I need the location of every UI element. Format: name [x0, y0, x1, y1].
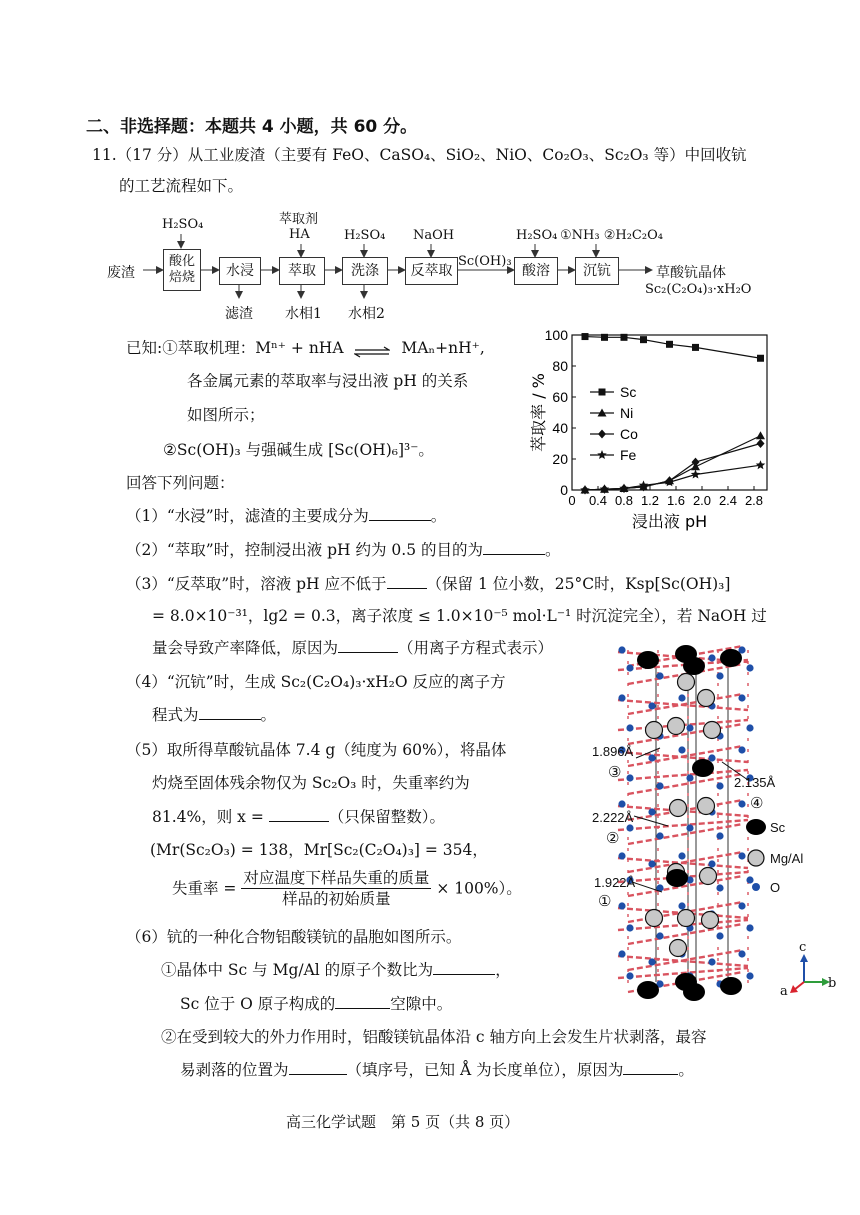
y-tick-label: 100	[544, 327, 568, 343]
bond-line	[628, 852, 743, 872]
q4-line2	[152, 705, 276, 725]
flow-step-wash: 洗涤	[342, 257, 388, 285]
q6-1-line2	[180, 994, 452, 1014]
o-atom	[648, 860, 655, 867]
mg-al-atom	[678, 674, 695, 691]
crystal-distance-2: 2.222Å	[592, 810, 634, 825]
legend-label-sc: Sc	[770, 820, 786, 835]
q1-text: （1）“水浸”时，滤渣的主要成分为	[126, 507, 369, 525]
mg-al-atom	[702, 912, 719, 929]
q3-line1	[126, 574, 730, 594]
q1	[126, 506, 446, 526]
o-atom	[738, 852, 745, 859]
crystal-structure-figure	[588, 630, 848, 1010]
o-atom	[738, 800, 745, 807]
o-atom	[678, 902, 685, 909]
o-atom	[626, 724, 633, 731]
q6-1-comma: ，	[495, 961, 511, 979]
x-tick-label: 2.8	[744, 493, 764, 508]
q5-answer-blank[interactable]	[269, 807, 329, 822]
o-atom	[686, 724, 693, 731]
o-atom	[656, 832, 663, 839]
o-atom	[708, 754, 715, 761]
known-line2: 各金属元素的萃取率与浸出液 pH 的关系	[187, 372, 469, 390]
q5-formula-denominator: 样品的初始质量	[282, 890, 391, 908]
q3-line2: = 8.0×10⁻³¹，lg2 = 0.3，离子浓度 ≤ 1.0×10⁻⁵ mol·L⁻¹ 时沉淀完全），若 NaOH 过	[152, 607, 767, 625]
q5-formula-fraction	[241, 868, 431, 909]
o-atom	[656, 672, 663, 679]
q6-2-line2	[180, 1060, 694, 1080]
known-line1	[126, 338, 485, 358]
reagent-extract-top: 萃取剂	[279, 212, 319, 227]
sc-atom	[683, 983, 705, 1001]
o-atom	[716, 832, 723, 839]
q6-1-line1	[161, 960, 511, 980]
o-atom	[708, 958, 715, 965]
o-atom	[618, 694, 625, 701]
axis-label-c: c	[799, 940, 807, 955]
q6-line1: （6）钪的一种化合物铝酸镁钪的晶胞如图所示。	[126, 928, 462, 946]
flow-step-roast: 酸化焙烧	[163, 249, 201, 291]
q6-2-line1: ②在受到较大的外力作用时，铝酸镁钪晶体沿 c 轴方向上会发生片状剥落，最容	[161, 1028, 707, 1046]
y-tick-label: 60	[552, 389, 568, 405]
q3-line3-rest: （用离子方程式表示）	[398, 639, 554, 657]
legend-label-ni: Ni	[620, 405, 634, 421]
data-point-sc	[582, 333, 589, 340]
x-tick-label: 1.2	[640, 493, 660, 508]
q5-line3	[152, 807, 445, 827]
q1-answer-blank[interactable]	[369, 506, 431, 521]
legend-o-icon	[752, 883, 760, 891]
flow-step-strip: 反萃取	[405, 257, 458, 285]
q3-line1-rest: （保留 1 位小数，25°C时，Ksp[Sc(OH)₃]	[426, 575, 731, 593]
legend-label-mgal: Mg/Al	[770, 851, 804, 866]
q6-1-text2: Sc 位于 O 原子构成的	[180, 995, 336, 1013]
mg-al-atom	[670, 940, 687, 957]
y-tick-label: 0	[560, 482, 568, 498]
sc-atom	[692, 759, 714, 777]
legend-label-fe: Fe	[620, 447, 637, 463]
page-footer: 高三化学试题 第 5 页（共 8 页）	[286, 1113, 520, 1131]
legend-sc-icon	[746, 819, 766, 835]
y-axis-label: 萃取率 / %	[529, 373, 548, 452]
o-atom	[656, 782, 663, 789]
x-tick-label: 0.4	[588, 493, 608, 508]
o-atom	[626, 664, 633, 671]
series-line-fe	[585, 465, 761, 490]
known-line1-suffix: MAₙ+nH⁺,	[401, 339, 485, 357]
q4-line2-text: 程式为	[152, 706, 199, 724]
crystal-position-1: ①	[598, 892, 612, 910]
output-aqueous-2: 水相2	[348, 306, 385, 322]
q6-2-text: 易剥落的位置为	[180, 1061, 289, 1079]
o-atom	[746, 924, 753, 931]
o-atom	[746, 724, 753, 731]
process-flow-diagram	[0, 0, 860, 330]
q5-line1: （5）取所得草酸钪晶体 7.4 g（纯度为 60%），将晶体	[126, 741, 507, 759]
question-intro-line2: 的工艺流程如下。	[119, 177, 244, 195]
q5-formula	[172, 868, 522, 909]
q3-answer-blank-1[interactable]	[387, 574, 427, 589]
data-point-sc	[601, 334, 608, 341]
q4-line1: （4）“沉钪”时，生成 Sc₂(C₂O₄)₃·xH₂O 反应的离子方	[126, 673, 506, 691]
reagent-strip: NaOH	[413, 228, 455, 243]
legend-mg-al-icon	[748, 850, 764, 866]
axis-c-arrowhead	[800, 954, 808, 962]
reagent-precipitate: ①NH₃ ②H₂C₂O₄	[560, 228, 663, 243]
legend-marker-co	[598, 430, 606, 439]
q2-end: 。	[545, 541, 561, 559]
legend-label-co: Co	[620, 426, 638, 442]
q6-2-text2: （填序号，已知 Å 为长度单位），原因为	[346, 1061, 624, 1079]
o-atom	[716, 884, 723, 891]
o-atom	[648, 958, 655, 965]
q3-answer-blank-2[interactable]	[338, 638, 398, 653]
sc-atom	[637, 981, 659, 999]
o-atom	[686, 824, 693, 831]
o-atom	[716, 782, 723, 789]
o-atom	[618, 902, 625, 909]
sc-atom	[666, 869, 688, 887]
legend-label-sc: Sc	[620, 384, 637, 400]
mg-al-atom	[646, 722, 663, 739]
data-point-sc	[640, 336, 647, 343]
q2-answer-blank[interactable]	[483, 540, 545, 555]
o-atom	[626, 824, 633, 831]
x-tick-label: 1.6	[666, 493, 686, 508]
data-point-sc	[666, 341, 673, 348]
axis-label-b: b	[828, 976, 837, 991]
crystal-distance-3: 1.896Å	[592, 744, 634, 759]
q6-1-answer-blank-1[interactable]	[433, 960, 495, 975]
legend-label-o: O	[770, 880, 781, 895]
crystal-distance-1: 1.922Å	[594, 875, 636, 890]
o-atom	[626, 924, 633, 931]
q6-2-end: 。	[678, 1061, 694, 1079]
q1-end: 。	[430, 507, 447, 525]
mg-al-atom	[678, 910, 695, 927]
o-atom	[708, 860, 715, 867]
o-atom	[716, 672, 723, 679]
q6-1-answer-blank-2[interactable]	[335, 994, 390, 1009]
mg-al-atom	[698, 798, 715, 815]
reagent-dissolve: H₂SO₄	[516, 228, 558, 243]
crystal-position-4: ④	[750, 794, 764, 812]
o-atom	[738, 694, 745, 701]
output-residue: 滤渣	[225, 306, 253, 322]
known-line1-prefix: 已知:①萃取机理：Mⁿ⁺ + nHA	[126, 339, 344, 357]
answer-prompt: 回答下列问题：	[126, 474, 235, 492]
q6-2-answer-blank-1[interactable]	[289, 1060, 347, 1075]
known-line4: ②Sc(OH)₃ 与强碱生成 [Sc(OH)₆]³⁻。	[163, 441, 434, 459]
reagent-roast: H₂SO₄	[162, 217, 204, 232]
data-point-fe	[691, 470, 701, 479]
distance-pointer	[634, 816, 668, 826]
legend-marker-sc	[599, 389, 606, 396]
extraction-chart	[522, 325, 772, 535]
o-atom	[618, 646, 625, 653]
mg-al-atom	[668, 718, 685, 735]
q6-2-answer-blank-2[interactable]	[623, 1060, 678, 1075]
q2-text: （2）“萃取”时，控制浸出液 pH 约为 0.5 的目的为	[126, 541, 484, 559]
sc-atom	[720, 649, 742, 667]
sc-atom	[637, 651, 659, 669]
mg-al-atom	[704, 722, 721, 739]
o-atom	[708, 654, 715, 661]
flow-step-leach: 水浸	[219, 257, 261, 285]
o-atom	[738, 902, 745, 909]
q5-line3-rest: （只保留整数）。	[328, 808, 446, 826]
q5-formula-rhs: × 100%）。	[436, 879, 522, 898]
mg-al-atom	[670, 800, 687, 817]
flow-step-precipitate: 沉钪	[575, 257, 619, 285]
o-atom	[618, 800, 625, 807]
q5-formula-lhs: 失重率 =	[172, 879, 237, 898]
o-atom	[626, 972, 633, 979]
o-atom	[746, 664, 753, 671]
reagent-extract: HA	[289, 227, 310, 242]
o-atom	[618, 950, 625, 957]
flow-step-dissolve: 酸溶	[514, 257, 558, 285]
x-tick-label: 2.4	[718, 493, 738, 508]
equilibrium-arrows-icon	[354, 343, 390, 355]
bond-line	[628, 746, 743, 766]
q4-end: 。	[260, 706, 277, 724]
o-atom	[738, 950, 745, 957]
o-atom	[626, 774, 633, 781]
q5-line3-text: 81.4%，则 x =	[152, 808, 264, 826]
x-tick-label: 0.8	[614, 493, 634, 508]
data-point-co	[757, 439, 765, 448]
o-atom	[678, 694, 685, 701]
sc-atom	[683, 657, 705, 675]
q3-line1-text: （3）“反萃取”时，溶液 pH 应不低于	[126, 575, 387, 593]
output-aqueous-1: 水相1	[285, 306, 322, 322]
o-atom	[656, 932, 663, 939]
q2	[126, 540, 561, 560]
o-atom	[678, 852, 685, 859]
o-atom	[716, 932, 723, 939]
q5-formula-numerator: 对应温度下样品失重的质量	[243, 869, 430, 887]
bond-line	[628, 694, 743, 714]
data-point-ni	[756, 431, 765, 439]
section-header: 二、非选择题：本题共 4 小题，共 60 分。	[86, 117, 418, 137]
mg-al-atom	[700, 868, 717, 885]
data-point-sc	[692, 344, 699, 351]
crystal-position-3: ③	[608, 763, 622, 781]
flow-intermediate: Sc(OH)₃	[458, 254, 512, 269]
o-atom	[686, 774, 693, 781]
o-atom	[648, 808, 655, 815]
crystal-position-2: ②	[606, 829, 620, 847]
y-tick-label: 40	[552, 420, 568, 436]
axis-label-a: a	[780, 984, 788, 999]
data-point-sc	[757, 355, 764, 362]
question-intro-line1: 11.（17 分）从工业废渣（主要有 FeO、CaSO₄、SiO₂、NiO、Co₂O₃、Sc₂O₃ 等）中回收钪	[92, 146, 747, 164]
q5-line4: (Mr(Sc₂O₃) = 138，Mr[Sc₂(C₂O₄)₃] = 354，	[150, 841, 488, 859]
sc-atom	[720, 977, 742, 995]
o-atom	[678, 746, 685, 753]
q4-answer-blank[interactable]	[199, 705, 261, 720]
q3-line3	[152, 638, 553, 658]
flow-step-extract: 萃取	[279, 257, 325, 285]
mg-al-atom	[646, 910, 663, 927]
y-tick-label: 20	[552, 451, 568, 467]
o-atom	[648, 702, 655, 709]
legend-marker-fe	[597, 450, 607, 459]
o-atom	[746, 972, 753, 979]
reagent-wash: H₂SO₄	[344, 228, 386, 243]
q6-1-text: ①晶体中 Sc 与 Mg/Al 的原子个数比为	[161, 961, 434, 979]
flow-start: 废渣	[107, 265, 135, 281]
x-tick-label: 0	[568, 493, 576, 508]
data-point-fe	[756, 460, 766, 469]
o-atom	[746, 876, 753, 883]
q3-line3-text: 量会导致产率降低，原因为	[152, 639, 339, 657]
y-tick-label: 80	[552, 358, 568, 374]
flow-product-name: 草酸钪晶体	[656, 265, 726, 281]
x-tick-label: 2.0	[692, 493, 712, 508]
q6-1-text3: 空隙中。	[390, 995, 453, 1013]
x-axis-label: 浸出液 pH	[631, 512, 708, 531]
extraction-chart-svg	[522, 325, 772, 535]
crystal-distance-4: 2.135Å	[734, 775, 776, 790]
mg-al-atom	[698, 690, 715, 707]
q5-line2: 灼烧至固体残余物仅为 Sc₂O₃ 时，失重率约为	[152, 774, 470, 792]
known-line3: 如图所示；	[187, 406, 265, 424]
o-atom	[738, 746, 745, 753]
o-atom	[648, 754, 655, 761]
flow-product-formula: Sc₂(C₂O₄)₃·xH₂O	[645, 282, 752, 297]
data-point-sc	[621, 334, 628, 341]
o-atom	[618, 852, 625, 859]
